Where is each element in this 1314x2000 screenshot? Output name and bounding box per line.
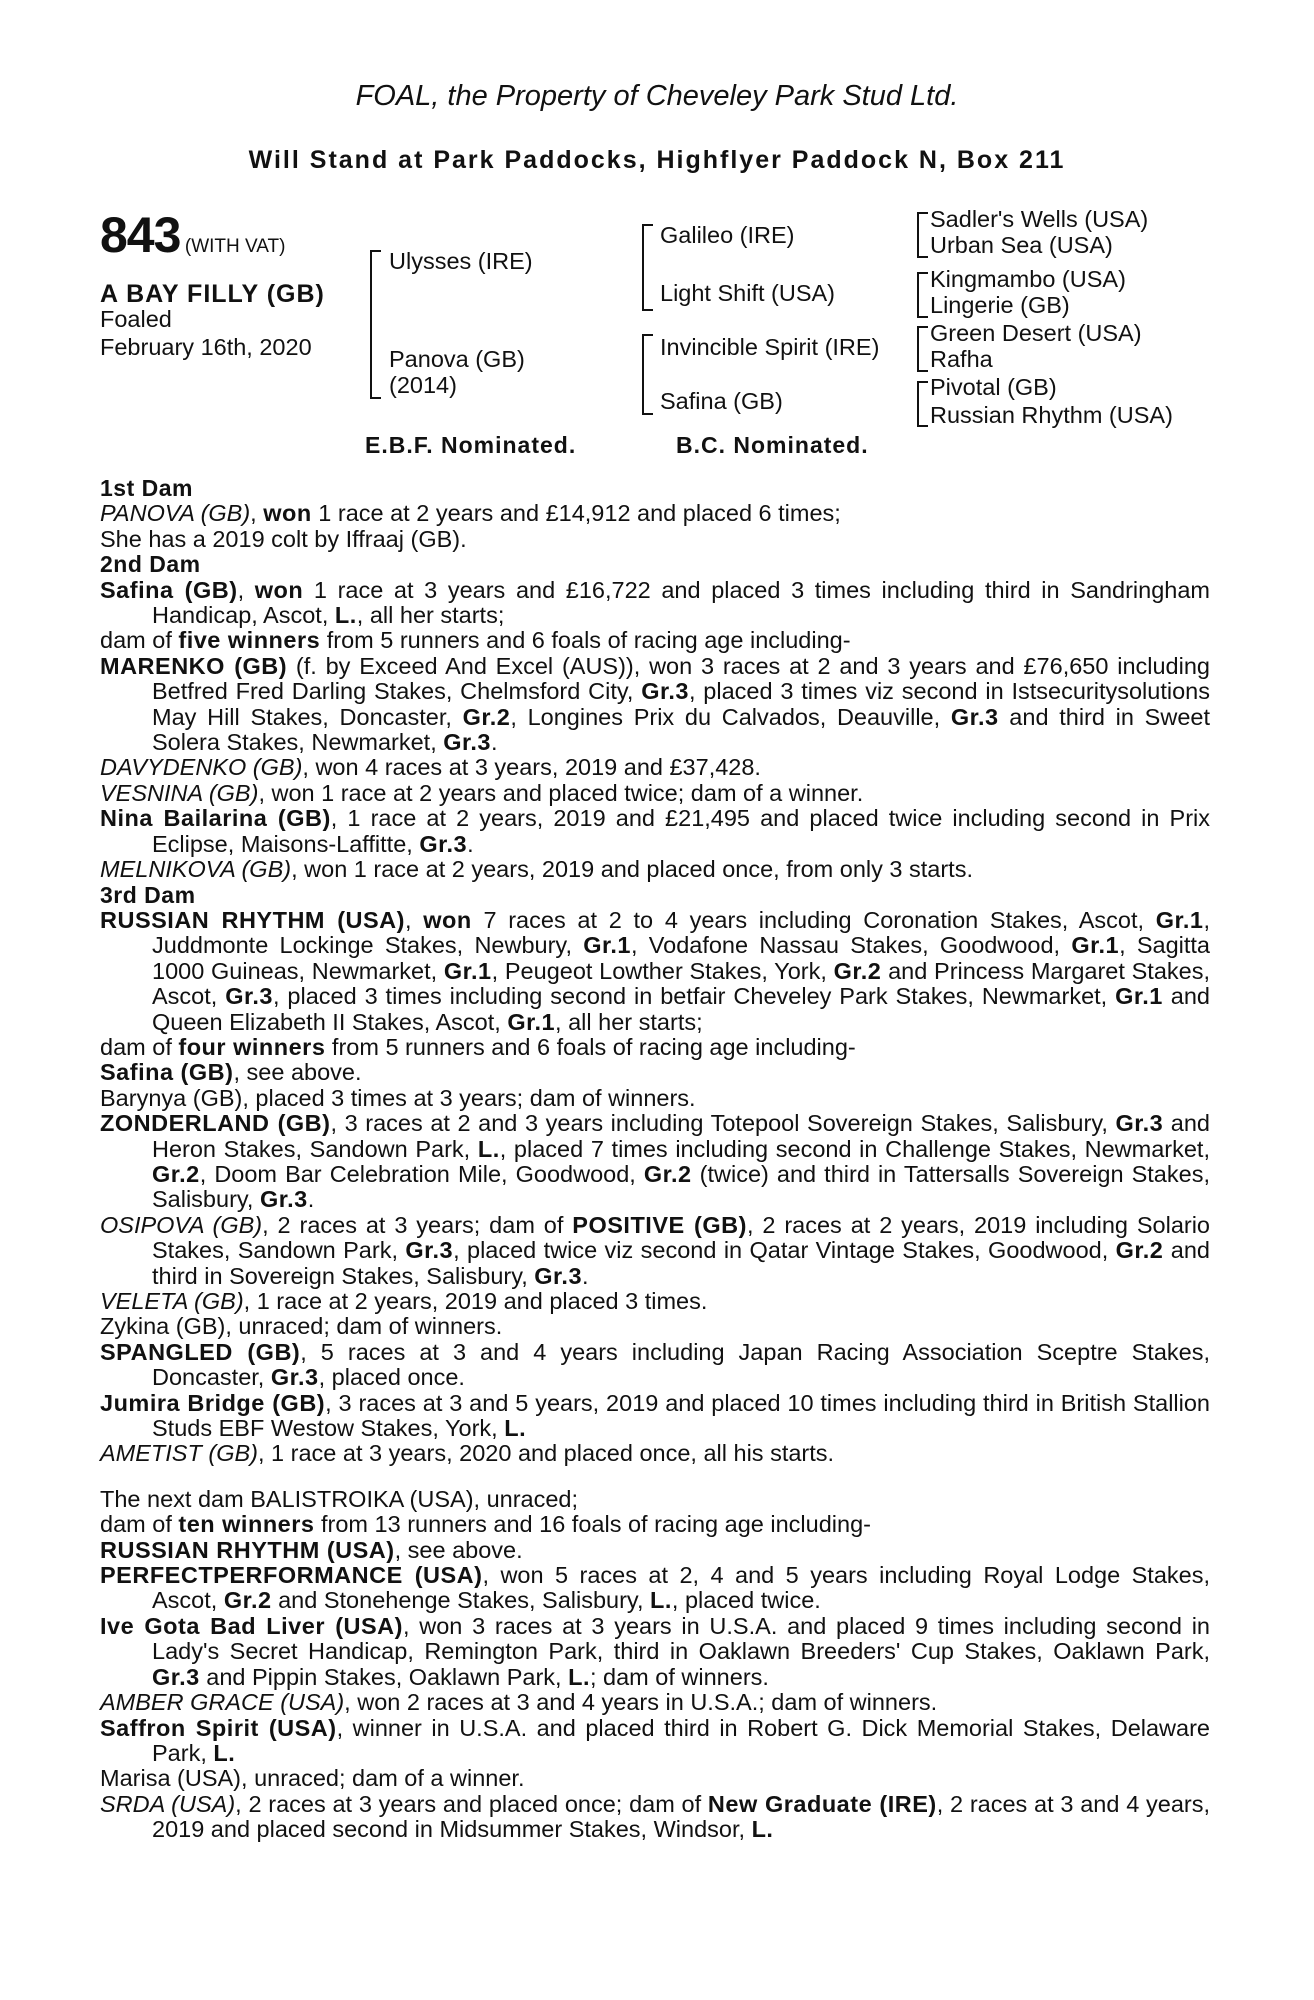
pedigree-dam-dam: Safina (GB)	[660, 388, 783, 414]
pedigree-dam-sire: Invincible Spirit (IRE)	[660, 334, 880, 360]
pedigree-ggp: Lingerie (GB)	[930, 292, 1070, 318]
pedigree-ggp: Pivotal (GB)	[930, 374, 1057, 400]
pedigree-ggp: Sadler's Wells (USA)	[930, 206, 1149, 232]
lot-number-value: 843	[100, 207, 181, 263]
lot-number	[100, 206, 286, 264]
pedigree-brace	[917, 212, 928, 258]
pedigree-sire-sire: Galileo (IRE)	[660, 222, 795, 248]
entry-jumira-bridge: Jumira Bridge (GB), 3 races at 3 and 5 years, 2019 and placed 10 times including third in British Stallion Studs EBF Westow Stakes, York, L.	[100, 1389, 1210, 1442]
entry-melnikova: MELNIKOVA (GB), won 1 race at 2 years, 2019 and placed once, from only 3 starts.	[100, 856, 973, 883]
catalogue-body	[100, 476, 1210, 1843]
foaled-date: February 16th, 2020	[100, 334, 312, 360]
entry-nina-bailarina: Nina Bailarina (GB), 1 race at 2 years, 2019 and £21,495 and placed twice including second in Prix Eclipse, Maisons-Laffitte, Gr.3.	[100, 805, 1210, 857]
entry-dam-of: dam of ten winners from 13 runners and 16 foals of racing age including-	[100, 1511, 871, 1538]
entry-srda: SRDA (USA), 2 races at 3 years and placed once; dam of New Graduate (IRE), 2 races at 3 and 4 years, 2019 and placed second in Midsummer Stakes, Windsor, L.	[100, 1790, 1211, 1843]
entry-perfectperformance: PERFECTPERFORMANCE (USA), won 5 races at 2, 4 and 5 years including Royal Lodge Stakes, Ascot, Gr.2 and Stonehenge Stakes, Salisbury, L., placed twice.	[100, 1562, 1211, 1614]
pedigree-brace	[642, 334, 653, 415]
pedigree-brace	[917, 381, 928, 427]
entry-saffron-spirit: Saffron Spirit (USA), winner in U.S.A. and placed third in Robert G. Dick Memorial Stakes, Delaware Park, L.	[100, 1714, 1210, 1766]
ebf-nominated: E.B.F. Nominated.	[365, 432, 577, 458]
entry-next-dam: The next dam BALISTROIKA (USA), unraced;	[100, 1485, 579, 1512]
entry-barynya: Barynya (GB), placed 3 times at 3 years; dam of winners.	[100, 1084, 696, 1111]
pedigree-brace	[917, 326, 928, 372]
pedigree-dam-year: (2014)	[389, 372, 457, 398]
pedigree-ggp: Rafha	[930, 346, 993, 372]
entry-russian-rhythm-ref: RUSSIAN RHYTHM (USA), see above.	[100, 1536, 523, 1563]
section-heading-1st-dam: 1st Dam	[100, 475, 193, 501]
horse-name: A BAY FILLY (GB)	[100, 280, 325, 308]
entry-osipova: OSIPOVA (GB), 2 races at 3 years; dam of POSITIVE (GB), 2 races at 2 years, 2019 including Solario Stakes, Sandown Park, Gr.3, placed twice viz second in Qatar Vintage Stakes, Goodwood, Gr.2 and third in Sovereign Stakes, Salisbury, Gr.3.	[100, 1211, 1210, 1289]
entry-dam-of: dam of four winners from 5 runners and 6 foals of racing age including-	[100, 1033, 856, 1060]
pedigree-sire-dam: Light Shift (USA)	[660, 280, 836, 306]
entry-russian-rhythm: RUSSIAN RHYTHM (USA), won 7 races at 2 to 4 years including Coronation Stakes, Ascot, Gr.1, Juddmonte Lockinge Stakes, Newbury, Gr.1, Vodafone Nassau Stakes, Goodwood, Gr.1, Sagitta 1000 Guineas, Newmarket, Gr.1, Peugeot Lowther Stakes, York, Gr.2 and Princess Margaret Stakes, Ascot, Gr.3, placed 3 times including second in betfair Cheveley Park Stakes, Newmarket, Gr.1 and Queen Elizabeth II Stakes, Ascot, Gr.1, all her starts;	[100, 906, 1211, 1035]
entry-vesnina: VESNINA (GB), won 1 race at 2 years and placed twice; dam of a winner.	[100, 779, 864, 806]
section-heading-3rd-dam: 3rd Dam	[100, 881, 196, 908]
stand-location: Will Stand at Park Paddocks, Highflyer Paddock N, Box 211	[248, 146, 1066, 174]
entry-dam-of: dam of five winners from 5 runners and 6 foals of racing age including-	[100, 627, 851, 654]
foaled-label: Foaled	[100, 306, 172, 332]
pedigree-brace	[642, 224, 653, 311]
entry-panova: PANOVA (GB), won 1 race at 2 years and £14,912 and placed 6 times;	[100, 500, 841, 527]
pedigree-brace	[370, 250, 381, 399]
entry-panova-produce: She has a 2019 colt by Iffraaj (GB).	[100, 525, 467, 552]
entry-veleta: VELETA (GB), 1 race at 2 years, 2019 and placed 3 times.	[100, 1288, 708, 1314]
pedigree-ggp: Kingmambo (USA)	[930, 266, 1126, 292]
entry-marenko: MARENKO (GB) (f. by Exceed And Excel (AUS)), won 3 races at 2 and 3 years and £76,650 including Betfred Fred Darling Stakes, Chelmsford City, Gr.3, placed 3 times viz second in Istsecuritysolutions May Hill Stakes, Doncaster, Gr.2, Longines Prix du Calvados, Deauville, Gr.3 and third in Sweet Solera Stakes, Newmarket, Gr.3.	[100, 652, 1210, 756]
entry-safina-ref: Safina (GB), see above.	[100, 1059, 362, 1086]
pedigree-sire: Ulysses (IRE)	[389, 248, 533, 274]
pedigree-dam: Panova (GB)	[389, 346, 525, 372]
section-heading-2nd-dam: 2nd Dam	[100, 551, 201, 578]
pedigree-ggp: Green Desert (USA)	[930, 320, 1142, 346]
page-title: FOAL, the Property of Cheveley Park Stud Ltd.	[355, 80, 959, 112]
entry-spangled: SPANGLED (GB), 5 races at 3 and 4 years including Japan Racing Association Sceptre Stakes, Doncaster, Gr.3, placed once.	[100, 1338, 1211, 1391]
pedigree-ggp: Russian Rhythm (USA)	[930, 402, 1173, 428]
entry-ive-gota-bad-liver: Ive Gota Bad Liver (USA), won 3 races at 3 years in U.S.A. and placed 9 times including second in Lady's Secret Handicap, Remington Park, third in Oaklawn Breeders' Cup Stakes, Oaklawn Park, Gr.3 and Pippin Stakes, Oaklawn Park, L.; dam of winners.	[100, 1612, 1210, 1690]
entry-davydenko: DAVYDENKO (GB), won 4 races at 3 years, 2019 and £37,428.	[100, 754, 761, 781]
entry-safina: Safina (GB), won 1 race at 3 years and £16,722 and placed 3 times including third in Sandringham Handicap, Ascot, L., all her starts;	[100, 576, 1210, 629]
entry-marisa: Marisa (USA), unraced; dam of a winner.	[100, 1765, 525, 1792]
vat-note: (WITH VAT)	[184, 236, 286, 257]
entry-zykina: Zykina (GB), unraced; dam of winners.	[100, 1313, 503, 1340]
entry-zonderland: ZONDERLAND (GB), 3 races at 2 and 3 years including Totepool Sovereign Stakes, Salisbury, Gr.3 and Heron Stakes, Sandown Park, L., placed 7 times including second in Challenge Stakes, Newmarket, Gr.2, Doom Bar Celebration Mile, Goodwood, Gr.2 (twice) and third in Tattersalls Sovereign Stakes, Salisbury, Gr.3.	[100, 1110, 1210, 1213]
pedigree-ggp: Urban Sea (USA)	[930, 232, 1113, 258]
pedigree-brace	[917, 272, 928, 318]
entry-ametist: AMETIST (GB), 1 race at 3 years, 2020 and placed once, all his starts.	[100, 1440, 835, 1467]
entry-amber-grace: AMBER GRACE (USA), won 2 races at 3 and 4 years in U.S.A.; dam of winners.	[100, 1689, 938, 1716]
bc-nominated: B.C. Nominated.	[676, 432, 869, 458]
